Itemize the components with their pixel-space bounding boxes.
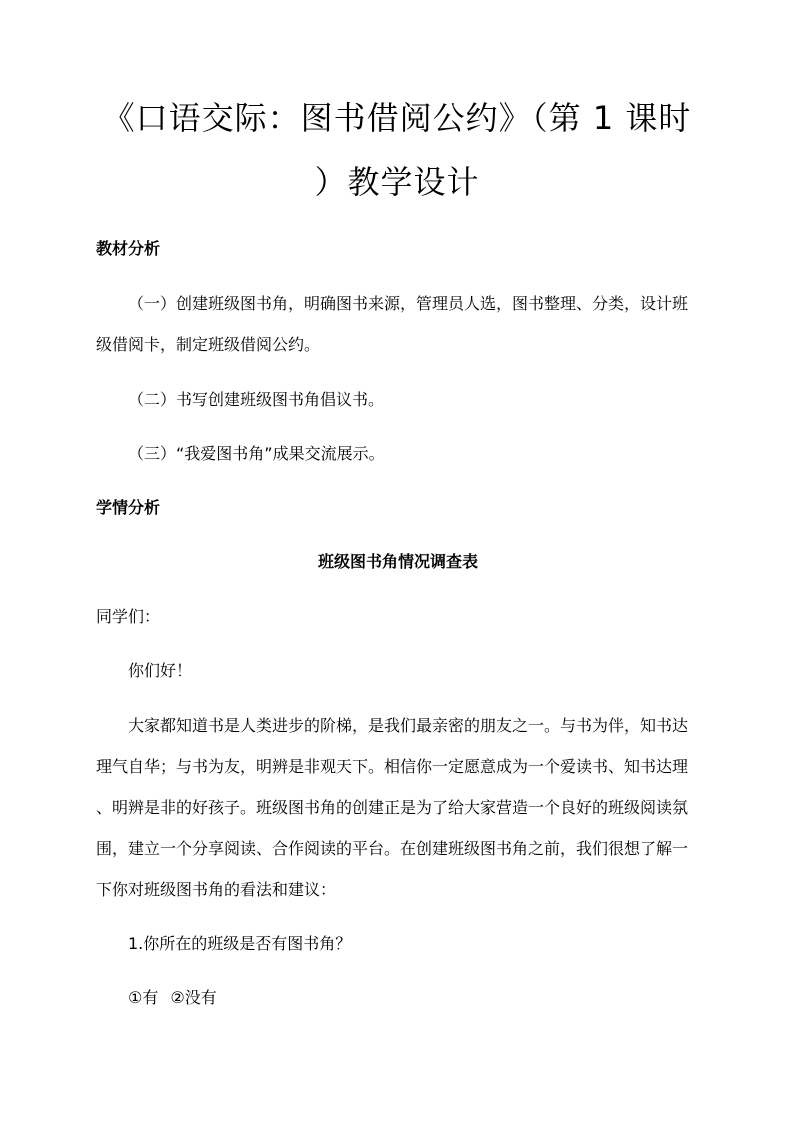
survey-title: 班级图书角情况调查表 — [317, 552, 478, 571]
survey-body-line-3: 、明辨是非的好孩子。班级图书角的创建正是为了给大家营造一个良好的班级阅读氛 — [96, 798, 689, 817]
paragraph-item-1-line-2: 级借阅卡，制定班级借阅公约。 — [96, 335, 321, 354]
survey-salutation: 同学们： — [96, 607, 161, 626]
option-yes: ①有 — [128, 988, 159, 1007]
paragraph-item-2: （二）书写创建班级图书角倡议书。 — [128, 390, 385, 409]
document-title-line-1: 《口语交际：图书借阅公约》（第 1 课时 — [102, 99, 692, 137]
survey-body-line-1: 大家都知道书是人类进步的阶梯，是我们最亲密的朋友之一。与书为伴，知书达 — [128, 716, 689, 735]
survey-question-1: 1.你所在的班级是否有图书角？ — [128, 934, 352, 953]
paragraph-item-3: （三）“我爱图书角”成果交流展示。 — [128, 444, 385, 463]
option-no: ②没有 — [170, 988, 217, 1007]
survey-body-line-5: 下你对班级图书角的看法和建议： — [96, 880, 337, 899]
survey-question-1-options — [128, 987, 732, 1009]
paragraph-item-1-line-1: （一）创建班级图书角，明确图书来源，管理员人选，图书整理、分类，设计班 — [128, 294, 689, 313]
survey-body-line-4: 围，建立一个分享阅读、合作阅读的平台。在创建班级图书角之前，我们很想了解一 — [96, 839, 689, 858]
survey-body-line-2: 理气自华；与书为友，明辨是非观天下。相信你一定愿意成为一个爱读书、知书达理 — [96, 757, 689, 776]
document-title-line-2: ）教学设计 — [314, 163, 480, 201]
section-heading-textbook-analysis: 教材分析 — [96, 239, 161, 258]
survey-greeting: 你们好！ — [128, 661, 193, 680]
section-heading-student-analysis: 学情分析 — [96, 498, 161, 517]
